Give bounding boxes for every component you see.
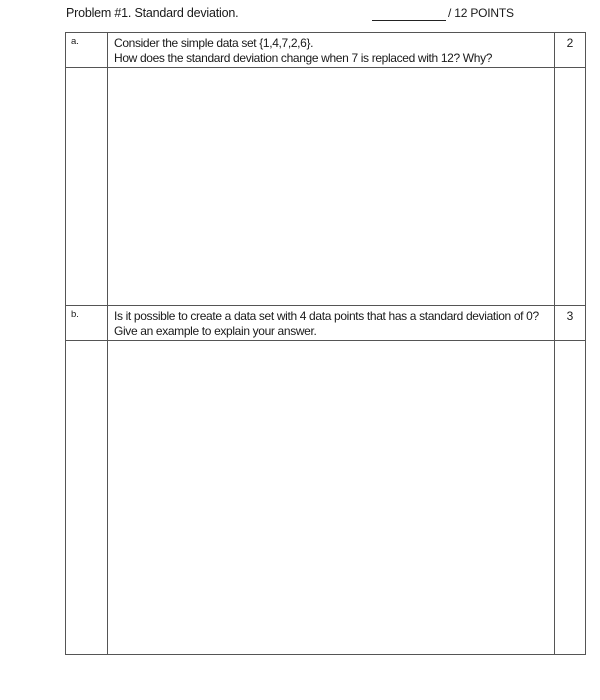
question-text-a [108, 33, 555, 68]
question-b-line-1: Is it possible to create a data set with 4 data points that has a standard deviation of 0? [114, 309, 539, 323]
answer-points-cell-a [555, 68, 586, 306]
problem-title: Problem #1. Standard deviation. [66, 6, 239, 20]
question-b-line-2: Give an example to explain your answer. [114, 324, 317, 338]
part-label-a: a. [66, 33, 108, 68]
question-row-b [66, 306, 586, 341]
total-points-label: / 12 POINTS [448, 6, 514, 20]
part-label-b: b. [66, 306, 108, 341]
question-row-a [66, 33, 586, 68]
answer-label-cell-b [66, 341, 108, 655]
points-a: 2 [555, 33, 586, 68]
score-blank-line[interactable] [372, 20, 446, 21]
answer-area-a[interactable] [108, 68, 555, 306]
answer-label-cell-a [66, 68, 108, 306]
answer-points-cell-b [555, 341, 586, 655]
answer-row-b [66, 341, 586, 655]
question-text-b [108, 306, 555, 341]
answer-row-a [66, 68, 586, 306]
answer-area-b[interactable] [108, 341, 555, 655]
question-a-line-1: Consider the simple data set {1,4,7,2,6}. [114, 36, 314, 50]
question-a-line-2: How does the standard deviation change when 7 is replaced with 12? Why? [114, 51, 493, 65]
problem-table [65, 32, 586, 655]
points-b: 3 [555, 306, 586, 341]
